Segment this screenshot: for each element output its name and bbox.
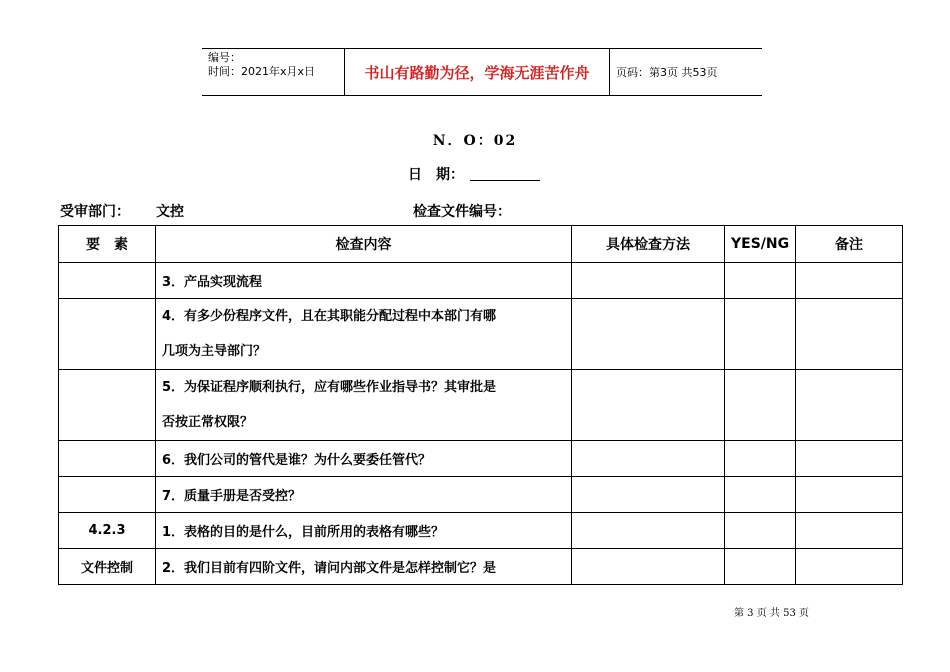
- row-method: [572, 263, 725, 299]
- date-line: [408, 164, 540, 184]
- row-method: [572, 477, 725, 513]
- content-line: 4．有多少份程序文件，且在其职能分配过程中本部门有哪: [162, 309, 497, 324]
- table-row: [59, 370, 903, 441]
- table-row: [59, 263, 903, 299]
- page-footer: 第 3 页 共 53 页: [734, 608, 809, 619]
- row-yes-ng: [725, 513, 796, 549]
- row-content: 1．表格的目的是什么，目前所用的表格有哪些？: [156, 513, 572, 549]
- content-line: 5．为保证程序顺利执行，应有哪些作业指导书？其审批是: [162, 380, 497, 395]
- dept-label: 受审部门：: [60, 204, 130, 220]
- table-row: [59, 299, 903, 370]
- row-element: [59, 299, 156, 370]
- row-method: [572, 299, 725, 370]
- row-yes-ng: [725, 263, 796, 299]
- row-yes-ng: [725, 299, 796, 370]
- row-yes-ng: [725, 477, 796, 513]
- date-label: 日 期：: [408, 167, 464, 183]
- header-meta: [202, 49, 344, 95]
- row-content: 3．产品实现流程: [156, 263, 572, 299]
- dept-value: 文控: [156, 204, 184, 220]
- col-method: 具体检查方法: [572, 226, 725, 263]
- table-row: [59, 549, 903, 585]
- col-yes-ng: YES/NG: [725, 226, 796, 263]
- col-remarks: 备注: [796, 226, 903, 263]
- col-element: 要 素: [59, 226, 156, 263]
- row-remarks: [796, 441, 903, 477]
- row-method: [572, 513, 725, 549]
- row-remarks: [796, 549, 903, 585]
- row-remarks: [796, 370, 903, 441]
- row-yes-ng: [725, 549, 796, 585]
- row-element: [59, 370, 156, 441]
- time-label: 时间：2021年x月x日: [208, 65, 316, 78]
- table-row: [59, 513, 903, 549]
- row-yes-ng: [725, 370, 796, 441]
- content-line: 几项为主导部门？: [162, 344, 267, 359]
- row-yes-ng: [725, 441, 796, 477]
- department: [60, 201, 184, 221]
- date-blank: [470, 166, 540, 181]
- row-remarks: [796, 299, 903, 370]
- number-label: 编号：: [208, 51, 241, 64]
- row-method: [572, 441, 725, 477]
- row-element: [59, 477, 156, 513]
- row-remarks: [796, 513, 903, 549]
- row-content: [156, 299, 572, 370]
- row-remarks: [796, 263, 903, 299]
- row-content: 2．我们目前有四阶文件，请问内部文件是怎样控制它？是: [156, 549, 572, 585]
- row-element: 4.2.3: [59, 513, 156, 549]
- checklist-table: [58, 225, 903, 585]
- table-row: [59, 441, 903, 477]
- row-element: [59, 263, 156, 299]
- row-method: [572, 370, 725, 441]
- doc-no-label: 检查文件编号：: [413, 204, 511, 220]
- row-element: [59, 441, 156, 477]
- row-method: [572, 549, 725, 585]
- page-info: 页码：第3页 共53页: [616, 66, 718, 79]
- col-content: 检查内容: [156, 226, 572, 263]
- page-header: [202, 48, 762, 96]
- row-content: 6．我们公司的管代是谁？为什么要委任管代？: [156, 441, 572, 477]
- table-row: [59, 477, 903, 513]
- row-remarks: [796, 477, 903, 513]
- content-line: 否按正常权限？: [162, 415, 254, 430]
- row-content: 7．质量手册是否受控？: [156, 477, 572, 513]
- row-element: 文件控制: [59, 549, 156, 585]
- doc-number: N．O：02: [432, 133, 518, 149]
- row-content: [156, 370, 572, 441]
- table-header-row: [59, 226, 903, 263]
- motto: 书山有路勤为径，学海无涯苦作舟: [344, 49, 610, 95]
